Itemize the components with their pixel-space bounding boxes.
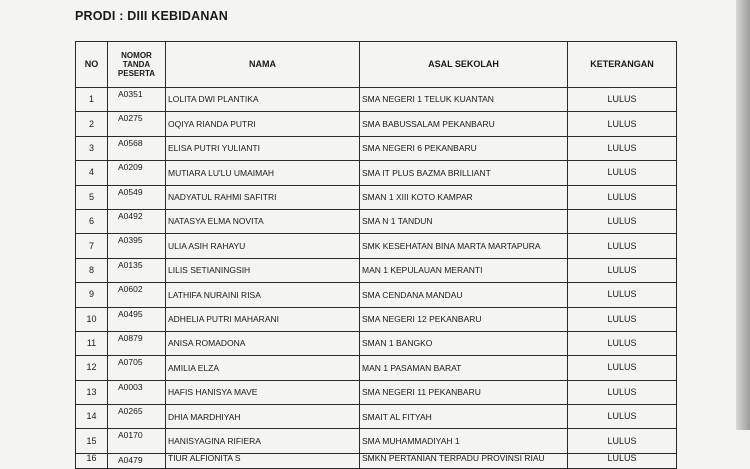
table-row bbox=[76, 380, 677, 404]
row-nama-cell: NATASYA ELMA NOVITA bbox=[166, 209, 360, 233]
header-nama: NAMA bbox=[166, 42, 360, 88]
row-no-cell: 15 bbox=[76, 429, 108, 453]
row-nama-cell: TIUR ALFIONITA S bbox=[166, 453, 360, 468]
row-nama-cell: ADHELIA PUTRI MAHARANI bbox=[166, 307, 360, 331]
row-keterangan-cell: LULUS bbox=[568, 405, 677, 429]
row-nomor-cell: A0170 bbox=[108, 429, 166, 453]
row-nomor-cell: A0395 bbox=[108, 234, 166, 258]
row-no-cell: 1 bbox=[76, 88, 108, 112]
row-nama-cell: DHIA MARDHIYAH bbox=[166, 405, 360, 429]
row-sekolah-cell: SMA N 1 TANDUN bbox=[360, 209, 568, 233]
table-row bbox=[76, 429, 677, 453]
row-no-cell: 3 bbox=[76, 136, 108, 160]
table-row bbox=[76, 136, 677, 160]
row-nomor-cell: A0879 bbox=[108, 331, 166, 355]
row-nomor-cell: A0265 bbox=[108, 405, 166, 429]
table-row bbox=[76, 185, 677, 209]
row-sekolah-cell: SMA NEGERI 12 PEKANBARU bbox=[360, 307, 568, 331]
row-sekolah-cell: MAN 1 PASAMAN BARAT bbox=[360, 356, 568, 380]
table-row bbox=[76, 258, 677, 282]
row-keterangan-cell: LULUS bbox=[568, 307, 677, 331]
row-nama-cell: ANISA ROMADONA bbox=[166, 331, 360, 355]
row-keterangan-cell: LULUS bbox=[568, 185, 677, 209]
row-sekolah-cell: SMAIT AL FITYAH bbox=[360, 405, 568, 429]
row-keterangan-cell: LULUS bbox=[568, 356, 677, 380]
row-nomor-cell: A0135 bbox=[108, 258, 166, 282]
row-sekolah-cell: SMAN 1 BANGKO bbox=[360, 331, 568, 355]
row-no-cell: 11 bbox=[76, 331, 108, 355]
row-sekolah-cell: SMA NEGERI 1 TELUK KUANTAN bbox=[360, 88, 568, 112]
header-no: NO bbox=[76, 42, 108, 88]
row-nama-cell: NADYATUL RAHMI SAFITRI bbox=[166, 185, 360, 209]
row-no-cell: 5 bbox=[76, 185, 108, 209]
table-row bbox=[76, 307, 677, 331]
header-nomor-tanda-peserta bbox=[108, 42, 166, 88]
row-no-cell: 13 bbox=[76, 380, 108, 404]
table-row bbox=[76, 331, 677, 355]
row-no-cell: 2 bbox=[76, 112, 108, 136]
row-sekolah-cell: SMK KESEHATAN BINA MARTA MARTAPURA bbox=[360, 234, 568, 258]
row-keterangan-cell: LULUS bbox=[568, 112, 677, 136]
row-nomor-cell: A0568 bbox=[108, 136, 166, 160]
row-keterangan-cell: LULUS bbox=[568, 258, 677, 282]
row-nama-cell: HANISYAGINA RIFIERA bbox=[166, 429, 360, 453]
row-keterangan-cell: LULUS bbox=[568, 88, 677, 112]
row-nomor-cell: A0602 bbox=[108, 283, 166, 307]
row-sekolah-cell: SMA NEGERI 6 PEKANBARU bbox=[360, 136, 568, 160]
row-no-cell: 7 bbox=[76, 234, 108, 258]
row-nomor-cell: A0479 bbox=[108, 453, 166, 468]
header-keterangan: KETERANGAN bbox=[568, 42, 677, 88]
row-keterangan-cell: LULUS bbox=[568, 161, 677, 185]
header-nomor-label: NOMOR TANDA PESERTA bbox=[117, 50, 156, 79]
row-no-cell: 14 bbox=[76, 405, 108, 429]
row-nama-cell: LILIS SETIANINGSIH bbox=[166, 258, 360, 282]
row-nama-cell: MUTIARA LU'LU UMAIMAH bbox=[166, 161, 360, 185]
row-sekolah-cell: SMA MUHAMMADIYAH 1 bbox=[360, 429, 568, 453]
row-nama-cell: LATHIFA NURAINI RISA bbox=[166, 283, 360, 307]
row-nama-cell: HAFIS HANISYA MAVE bbox=[166, 380, 360, 404]
table-row bbox=[76, 112, 677, 136]
row-no-cell: 4 bbox=[76, 161, 108, 185]
row-keterangan-cell: LULUS bbox=[568, 209, 677, 233]
row-no-cell: 16 bbox=[76, 453, 108, 468]
scan-page-edge bbox=[736, 0, 750, 430]
row-nama-cell: OQIYA RIANDA PUTRI bbox=[166, 112, 360, 136]
results-table bbox=[75, 41, 677, 469]
row-sekolah-cell: SMA CENDANA MANDAU bbox=[360, 283, 568, 307]
row-sekolah-cell: MAN 1 KEPULAUAN MERANTI bbox=[360, 258, 568, 282]
row-sekolah-cell: SMA NEGERI 11 PEKANBARU bbox=[360, 380, 568, 404]
table-row bbox=[76, 405, 677, 429]
row-no-cell: 6 bbox=[76, 209, 108, 233]
row-no-cell: 10 bbox=[76, 307, 108, 331]
table-header-row bbox=[76, 42, 677, 88]
table-row bbox=[76, 283, 677, 307]
row-keterangan-cell: LULUS bbox=[568, 136, 677, 160]
prodi-heading: PRODI : DIII KEBIDANAN bbox=[75, 9, 229, 23]
row-nama-cell: ULIA ASIH RAHAYU bbox=[166, 234, 360, 258]
table-row bbox=[76, 356, 677, 380]
row-sekolah-cell: SMA BABUSSALAM PEKANBARU bbox=[360, 112, 568, 136]
row-nomor-cell: A0351 bbox=[108, 88, 166, 112]
row-nama-cell: ELISA PUTRI YULIANTI bbox=[166, 136, 360, 160]
row-keterangan-cell: LULUS bbox=[568, 331, 677, 355]
row-nomor-cell: A0275 bbox=[108, 112, 166, 136]
row-nama-cell: LOLITA DWI PLANTIKA bbox=[166, 88, 360, 112]
row-nomor-cell: A0003 bbox=[108, 380, 166, 404]
row-keterangan-cell: LULUS bbox=[568, 380, 677, 404]
table-row bbox=[76, 161, 677, 185]
row-nomor-cell: A0495 bbox=[108, 307, 166, 331]
row-nomor-cell: A0705 bbox=[108, 356, 166, 380]
row-no-cell: 12 bbox=[76, 356, 108, 380]
table-row bbox=[76, 88, 677, 112]
row-sekolah-cell: SMA IT PLUS BAZMA BRILLIANT bbox=[360, 161, 568, 185]
row-no-cell: 8 bbox=[76, 258, 108, 282]
header-asal-sekolah: ASAL SEKOLAH bbox=[360, 42, 568, 88]
row-nomor-cell: A0549 bbox=[108, 185, 166, 209]
row-sekolah-cell: SMKN PERTANIAN TERPADU PROVINSI RIAU bbox=[360, 453, 568, 468]
table-row bbox=[76, 453, 677, 468]
row-keterangan-cell: LULUS bbox=[568, 234, 677, 258]
row-nomor-cell: A0492 bbox=[108, 209, 166, 233]
row-keterangan-cell: LULUS bbox=[568, 453, 677, 468]
table-row bbox=[76, 209, 677, 233]
table-row bbox=[76, 234, 677, 258]
row-keterangan-cell: LULUS bbox=[568, 429, 677, 453]
row-nomor-cell: A0209 bbox=[108, 161, 166, 185]
row-keterangan-cell: LULUS bbox=[568, 283, 677, 307]
row-nama-cell: AMILIA ELZA bbox=[166, 356, 360, 380]
row-sekolah-cell: SMAN 1 XIII KOTO KAMPAR bbox=[360, 185, 568, 209]
row-no-cell: 9 bbox=[76, 283, 108, 307]
